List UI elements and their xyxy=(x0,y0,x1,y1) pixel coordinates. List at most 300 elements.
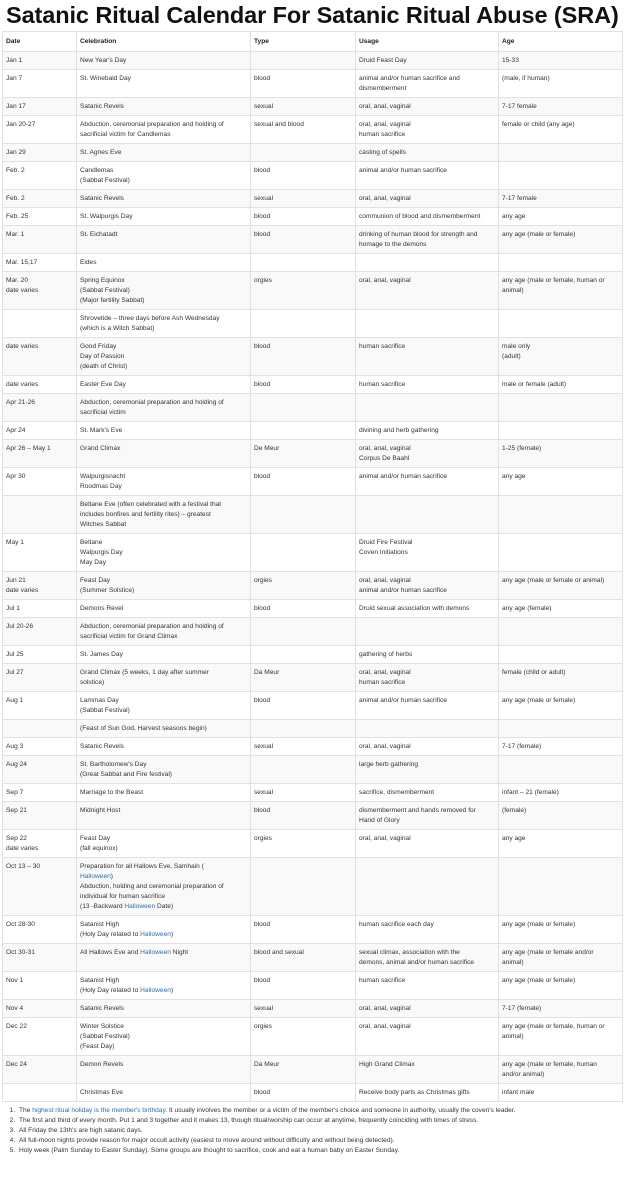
celebration-line: St. Walpurgis Day xyxy=(80,213,133,220)
cell-age xyxy=(499,52,623,70)
table-row xyxy=(3,254,623,272)
cell-celebration xyxy=(77,784,251,802)
usage-line: oral, anal, vaginal xyxy=(359,1005,411,1012)
date-line: date varies xyxy=(6,287,39,294)
celebration-line xyxy=(80,986,247,996)
cell-usage xyxy=(356,784,499,802)
usage-line: oral, anal, vaginal xyxy=(359,277,411,284)
celebration-line: Walpurgis Day xyxy=(80,549,123,556)
celebration-line: (Sabbat Festival) xyxy=(80,287,130,294)
usage-line: Hand of Glory xyxy=(359,817,400,824)
cell-usage xyxy=(356,440,499,468)
cell-date xyxy=(3,534,77,572)
usage-line: oral, anal, vaginal xyxy=(359,103,411,110)
cell-type xyxy=(251,422,356,440)
celebration-line xyxy=(80,902,247,912)
date-line: Oct 30-31 xyxy=(6,949,35,956)
cell-type xyxy=(251,692,356,720)
header-usage: Usage xyxy=(356,32,499,52)
cell-usage xyxy=(356,756,499,784)
cell-date xyxy=(3,254,77,272)
cell-age xyxy=(499,254,623,272)
inline-text: Date) xyxy=(155,903,174,910)
cell-type xyxy=(251,208,356,226)
cell-date xyxy=(3,1056,77,1084)
celebration-line: (Great Sabbat and Fire festival) xyxy=(80,771,172,778)
type-line: blood xyxy=(254,473,271,480)
cell-date xyxy=(3,98,77,116)
celebration-line: Abduction, ceremonial preparation and holding of xyxy=(80,399,224,406)
table-row xyxy=(3,1084,623,1102)
cell-age xyxy=(499,534,623,572)
inline-text: The xyxy=(19,1107,33,1114)
cell-celebration xyxy=(77,1056,251,1084)
inline-link[interactable]: highest ritual holiday is the member's birthday xyxy=(32,1107,166,1114)
celebration-line: Easter Eve Day xyxy=(80,381,126,388)
date-line: Aug 24 xyxy=(6,761,27,768)
date-line: Jul 20-26 xyxy=(6,623,34,630)
celebration-line: (Feast of Sun God, Harvest seasons begin) xyxy=(80,725,207,732)
type-line: blood xyxy=(254,381,271,388)
date-line: Mar. 15,17 xyxy=(6,259,38,266)
cell-type xyxy=(251,1018,356,1056)
date-line: Sep 7 xyxy=(6,789,24,796)
ritual-calendar-table xyxy=(2,31,623,1102)
celebration-line: Preparation for all Hallows Eve, Samhain ( xyxy=(80,863,204,870)
cell-type xyxy=(251,162,356,190)
date-line: Sep 22 xyxy=(6,835,27,842)
table-row xyxy=(3,720,623,738)
cell-type xyxy=(251,534,356,572)
cell-type xyxy=(251,226,356,254)
cell-usage xyxy=(356,534,499,572)
cell-type xyxy=(251,916,356,944)
type-line: orgies xyxy=(254,277,272,284)
inline-link[interactable]: Halloween xyxy=(140,949,171,956)
footnote-item: 2. The first and third of every month. Put 1 and 3 together and it makes 13, though ritual/worship can occur at anytime, frequently coinciding with times of stress. xyxy=(17,1116,622,1126)
age-line: any age xyxy=(502,835,526,842)
cell-usage xyxy=(356,600,499,618)
cell-celebration xyxy=(77,1084,251,1102)
table-row xyxy=(3,618,623,646)
celebration-line: Beltane Eve (often celebrated with a festival that xyxy=(80,501,222,508)
celebration-line: Satanic Revels xyxy=(80,743,124,750)
cell-celebration xyxy=(77,144,251,162)
cell-type xyxy=(251,376,356,394)
usage-line: demons, animal and/or human sacrifice xyxy=(359,959,475,966)
cell-type xyxy=(251,1000,356,1018)
cell-type xyxy=(251,646,356,664)
cell-usage xyxy=(356,190,499,208)
usage-line: Receive body parts as Christmas gifts xyxy=(359,1089,470,1096)
cell-age xyxy=(499,1000,623,1018)
inline-text: ) xyxy=(170,987,174,994)
date-line: Dec 22 xyxy=(6,1023,27,1030)
table-row xyxy=(3,98,623,116)
cell-date xyxy=(3,496,77,534)
cell-date xyxy=(3,618,77,646)
age-line: any age (male or female and/or xyxy=(502,949,594,956)
type-line: blood and sexual xyxy=(254,949,304,956)
usage-line: oral, anal, vaginal xyxy=(359,445,411,452)
cell-usage xyxy=(356,144,499,162)
celebration-line: Grand Climax (5 weeks, 1 day after summer xyxy=(80,669,209,676)
cell-type xyxy=(251,254,356,272)
cell-usage xyxy=(356,692,499,720)
date-line: date varies xyxy=(6,845,39,852)
age-line: 7-17 female xyxy=(502,195,537,202)
cell-celebration xyxy=(77,720,251,738)
usage-line: animal and/or human sacrifice xyxy=(359,587,447,594)
inline-text: Night xyxy=(170,949,189,956)
cell-type xyxy=(251,618,356,646)
footnotes-list xyxy=(2,1106,622,1156)
usage-line: animal and/or human sacrifice xyxy=(359,473,447,480)
table-row xyxy=(3,310,623,338)
cell-type xyxy=(251,784,356,802)
date-line: Mar. 20 xyxy=(6,277,28,284)
date-line: Jan 29 xyxy=(6,149,26,156)
celebration-line: Spring Equinox xyxy=(80,277,125,284)
celebration-line: (death of Christ) xyxy=(80,363,128,370)
cell-age xyxy=(499,1084,623,1102)
cell-age xyxy=(499,784,623,802)
table-header-row xyxy=(3,32,623,52)
cell-type xyxy=(251,944,356,972)
celebration-line: St. Winebald Day xyxy=(80,75,131,82)
age-line: female (child or adult) xyxy=(502,669,566,676)
cell-date xyxy=(3,600,77,618)
cell-type xyxy=(251,664,356,692)
usage-line: sacrifice, dismemberment xyxy=(359,789,435,796)
celebration-line xyxy=(80,930,247,940)
footnote-item: 5. Holy week (Palm Sunday to Easter Sunday). Some groups are thought to sacrifice, cook and eat a human baby on Easter Sunday. xyxy=(17,1146,622,1156)
date-line: Jul 1 xyxy=(6,605,20,612)
cell-type xyxy=(251,144,356,162)
cell-age xyxy=(499,756,623,784)
celebration-line: sacrificial victim xyxy=(80,409,126,416)
age-line: any age (male or female) xyxy=(502,231,576,238)
type-line: blood xyxy=(254,807,271,814)
footnote-item: 3. All Friday the 13th's are high satanic days. xyxy=(17,1126,622,1136)
age-line: any age (male or female) xyxy=(502,977,576,984)
cell-age xyxy=(499,98,623,116)
cell-date xyxy=(3,738,77,756)
celebration-line: Satanist High xyxy=(80,977,120,984)
cell-date xyxy=(3,1000,77,1018)
celebration-line xyxy=(80,948,247,958)
table-row xyxy=(3,116,623,144)
cell-type xyxy=(251,830,356,858)
celebration-line: Abduction, ceremonial preparation and holding of xyxy=(80,623,224,630)
cell-age xyxy=(499,972,623,1000)
cell-usage xyxy=(356,116,499,144)
cell-age xyxy=(499,944,623,972)
celebration-line: solstice) xyxy=(80,679,105,686)
cell-date xyxy=(3,162,77,190)
celebration-line: Christmas Eve xyxy=(80,1089,123,1096)
date-line: Jul 27 xyxy=(6,669,24,676)
cell-age xyxy=(499,720,623,738)
celebration-line: Satanic Revels xyxy=(80,195,124,202)
table-row xyxy=(3,756,623,784)
celebration-line: Lammas Day xyxy=(80,697,119,704)
inline-link[interactable]: Halloween xyxy=(124,903,156,910)
age-line: 7-17 (female) xyxy=(502,743,542,750)
cell-age xyxy=(499,1056,623,1084)
cell-celebration xyxy=(77,338,251,376)
date-line: Apr 24 xyxy=(6,427,26,434)
cell-celebration xyxy=(77,254,251,272)
cell-age xyxy=(499,830,623,858)
usage-line: High Grand Climax xyxy=(359,1061,415,1068)
cell-celebration xyxy=(77,496,251,534)
date-line: Sep 21 xyxy=(6,807,27,814)
cell-date xyxy=(3,394,77,422)
cell-usage xyxy=(356,916,499,944)
cell-usage xyxy=(356,618,499,646)
usage-line: large herb gathering xyxy=(359,761,419,768)
table-row xyxy=(3,394,623,422)
usage-line: human sacrifice xyxy=(359,977,406,984)
date-line: Jan 17 xyxy=(6,103,26,110)
type-line: De Meur xyxy=(254,445,280,452)
cell-date xyxy=(3,338,77,376)
cell-celebration xyxy=(77,830,251,858)
table-row xyxy=(3,944,623,972)
date-line: Jan 20-27 xyxy=(6,121,36,128)
cell-celebration xyxy=(77,52,251,70)
usage-line: gathering of herbs xyxy=(359,651,413,658)
table-row xyxy=(3,802,623,830)
celebration-line: (Sabbat Festival) xyxy=(80,707,130,714)
age-line: animal) xyxy=(502,1033,524,1040)
inline-link[interactable]: Halloween xyxy=(140,987,171,994)
cell-date xyxy=(3,972,77,1000)
cell-celebration xyxy=(77,756,251,784)
celebration-line: St. Bartholomew's Day xyxy=(80,761,147,768)
age-line: animal) xyxy=(502,959,524,966)
table-row xyxy=(3,1018,623,1056)
cell-age xyxy=(499,600,623,618)
usage-line: oral, anal, vaginal xyxy=(359,195,411,202)
cell-usage xyxy=(356,254,499,272)
table-row xyxy=(3,830,623,858)
age-line: any age (male or female) xyxy=(502,697,576,704)
celebration-line: Satanic Revels xyxy=(80,1005,124,1012)
cell-date xyxy=(3,116,77,144)
cell-celebration xyxy=(77,1018,251,1056)
inline-text: (Holy Day related to xyxy=(80,931,141,938)
date-line: Apr 30 xyxy=(6,473,26,480)
celebration-line: (which is a Witch Sabbat) xyxy=(80,325,155,332)
table-row xyxy=(3,1056,623,1084)
age-line: infant – 21 (female) xyxy=(502,789,559,796)
header-age: Age xyxy=(499,32,623,52)
celebration-line: Beltane xyxy=(80,539,103,546)
cell-type xyxy=(251,272,356,310)
usage-line: oral, anal, vaginal xyxy=(359,743,411,750)
celebration-line: (fall equinox) xyxy=(80,845,118,852)
celebration-line: Feast Day xyxy=(80,577,111,584)
age-line: 15-33 xyxy=(502,57,519,64)
celebration-line: Marriage to the Beast xyxy=(80,789,144,796)
inline-text: ) xyxy=(110,873,113,880)
cell-celebration xyxy=(77,116,251,144)
cell-date xyxy=(3,468,77,496)
table-row xyxy=(3,1000,623,1018)
usage-line: dismemberment and hands removed for xyxy=(359,807,476,814)
type-line: blood xyxy=(254,343,271,350)
cell-age xyxy=(499,646,623,664)
date-line: Oct 28-30 xyxy=(6,921,35,928)
date-line: Nov 4 xyxy=(6,1005,24,1012)
age-line: any age xyxy=(502,213,526,220)
cell-usage xyxy=(356,226,499,254)
cell-usage xyxy=(356,858,499,916)
age-line: female or child (any age) xyxy=(502,121,575,128)
age-line: any age (female) xyxy=(502,605,552,612)
footnote-item xyxy=(17,1106,622,1116)
header-type: Type xyxy=(251,32,356,52)
cell-celebration xyxy=(77,646,251,664)
age-line: animal) xyxy=(502,287,524,294)
cell-date xyxy=(3,226,77,254)
cell-type xyxy=(251,1056,356,1084)
table-row xyxy=(3,162,623,190)
celebration-line: includes bonfires and fertility rites) – greatest xyxy=(80,511,211,518)
celebration-line: sacrificial victim for Grand Climax xyxy=(80,633,178,640)
cell-usage xyxy=(356,830,499,858)
cell-age xyxy=(499,162,623,190)
date-line: Feb. 2 xyxy=(6,167,25,174)
inline-text: All Hallows Eve and xyxy=(80,949,141,956)
type-line: orgies xyxy=(254,835,272,842)
date-line: date varies xyxy=(6,381,39,388)
cell-type xyxy=(251,468,356,496)
celebration-line: Walpurgisnacht xyxy=(80,473,126,480)
page-title: Satanic Ritual Calendar For Satanic Ritual Abuse (SRA) xyxy=(6,2,619,28)
cell-date xyxy=(3,272,77,310)
date-line: May 1 xyxy=(6,539,24,546)
table-row xyxy=(3,52,623,70)
usage-line: oral, anal, vaginal xyxy=(359,577,411,584)
cell-age xyxy=(499,572,623,600)
cell-type xyxy=(251,496,356,534)
cell-celebration xyxy=(77,534,251,572)
cell-age xyxy=(499,226,623,254)
cell-usage xyxy=(356,802,499,830)
cell-usage xyxy=(356,208,499,226)
table-row xyxy=(3,600,623,618)
cell-age xyxy=(499,664,623,692)
cell-type xyxy=(251,394,356,422)
date-line: Nov 1 xyxy=(6,977,24,984)
type-line: blood xyxy=(254,213,271,220)
cell-celebration xyxy=(77,802,251,830)
date-line: Feb. 2 xyxy=(6,195,25,202)
cell-celebration xyxy=(77,600,251,618)
celebration-line: Demon Revels xyxy=(80,1061,124,1068)
celebration-line: New Year's Day xyxy=(80,57,127,64)
age-line: any age (male or female) xyxy=(502,921,576,928)
cell-type xyxy=(251,738,356,756)
cell-date xyxy=(3,692,77,720)
table-row xyxy=(3,208,623,226)
cell-celebration xyxy=(77,422,251,440)
usage-line: communion of blood and dismemberment xyxy=(359,213,481,220)
cell-date xyxy=(3,208,77,226)
celebration-line: Abduction, holding and ceremonial preparation of xyxy=(80,883,224,890)
cell-date xyxy=(3,858,77,916)
cell-type xyxy=(251,52,356,70)
cell-usage xyxy=(356,310,499,338)
cell-celebration xyxy=(77,1000,251,1018)
cell-age xyxy=(499,376,623,394)
usage-line: human sacrifice xyxy=(359,679,406,686)
table-row xyxy=(3,376,623,394)
age-line: any age xyxy=(502,473,526,480)
cell-usage xyxy=(356,162,499,190)
cell-usage xyxy=(356,1018,499,1056)
cell-celebration xyxy=(77,310,251,338)
cell-usage xyxy=(356,646,499,664)
cell-celebration xyxy=(77,572,251,600)
usage-line: oral, anal, vaginal xyxy=(359,669,411,676)
cell-usage xyxy=(356,1000,499,1018)
cell-type xyxy=(251,572,356,600)
cell-celebration xyxy=(77,738,251,756)
cell-age xyxy=(499,496,623,534)
age-line: any age (male or female, human xyxy=(502,1061,597,1068)
cell-type xyxy=(251,440,356,468)
table-row xyxy=(3,664,623,692)
celebration-line: (Major fertility Sabbat) xyxy=(80,297,145,304)
usage-line: human sacrifice each day xyxy=(359,921,434,928)
type-line: blood xyxy=(254,605,271,612)
cell-celebration xyxy=(77,272,251,310)
usage-line: Druid Fire Festival xyxy=(359,539,413,546)
cell-date xyxy=(3,1018,77,1056)
date-line: Mar. 1 xyxy=(6,231,25,238)
cell-age xyxy=(499,422,623,440)
celebration-line: St. Mark's Eve xyxy=(80,427,123,434)
cell-celebration xyxy=(77,98,251,116)
celebration-line: St. James Day xyxy=(80,651,123,658)
inline-link[interactable]: Halloween xyxy=(140,931,171,938)
type-line: blood xyxy=(254,167,271,174)
usage-line: divining and herb gathering xyxy=(359,427,439,434)
table-row xyxy=(3,784,623,802)
table-body xyxy=(3,52,623,1102)
table-row xyxy=(3,572,623,600)
footnote-item: 4. All full-moon nights provide reason for major occult activity (easiest to move around without difficulty and without being detected). xyxy=(17,1136,622,1146)
cell-celebration xyxy=(77,208,251,226)
inline-text: (Holy Day related to xyxy=(80,987,141,994)
cell-date xyxy=(3,802,77,830)
type-line: sexual xyxy=(254,789,274,796)
inline-text: . It usually involves the member or a victim of the member's choice and someone in authority, usually the coven's leader. xyxy=(165,1107,516,1114)
celebration-line: Feast Day xyxy=(80,835,111,842)
cell-date xyxy=(3,144,77,162)
celebration-line: individual for human sacrifice xyxy=(80,893,166,900)
inline-text: ) xyxy=(170,931,174,938)
cell-celebration xyxy=(77,440,251,468)
inline-link[interactable]: Halloween xyxy=(80,873,111,880)
cell-type xyxy=(251,600,356,618)
date-line: Aug 1 xyxy=(6,697,24,704)
date-line: Dec 24 xyxy=(6,1061,27,1068)
